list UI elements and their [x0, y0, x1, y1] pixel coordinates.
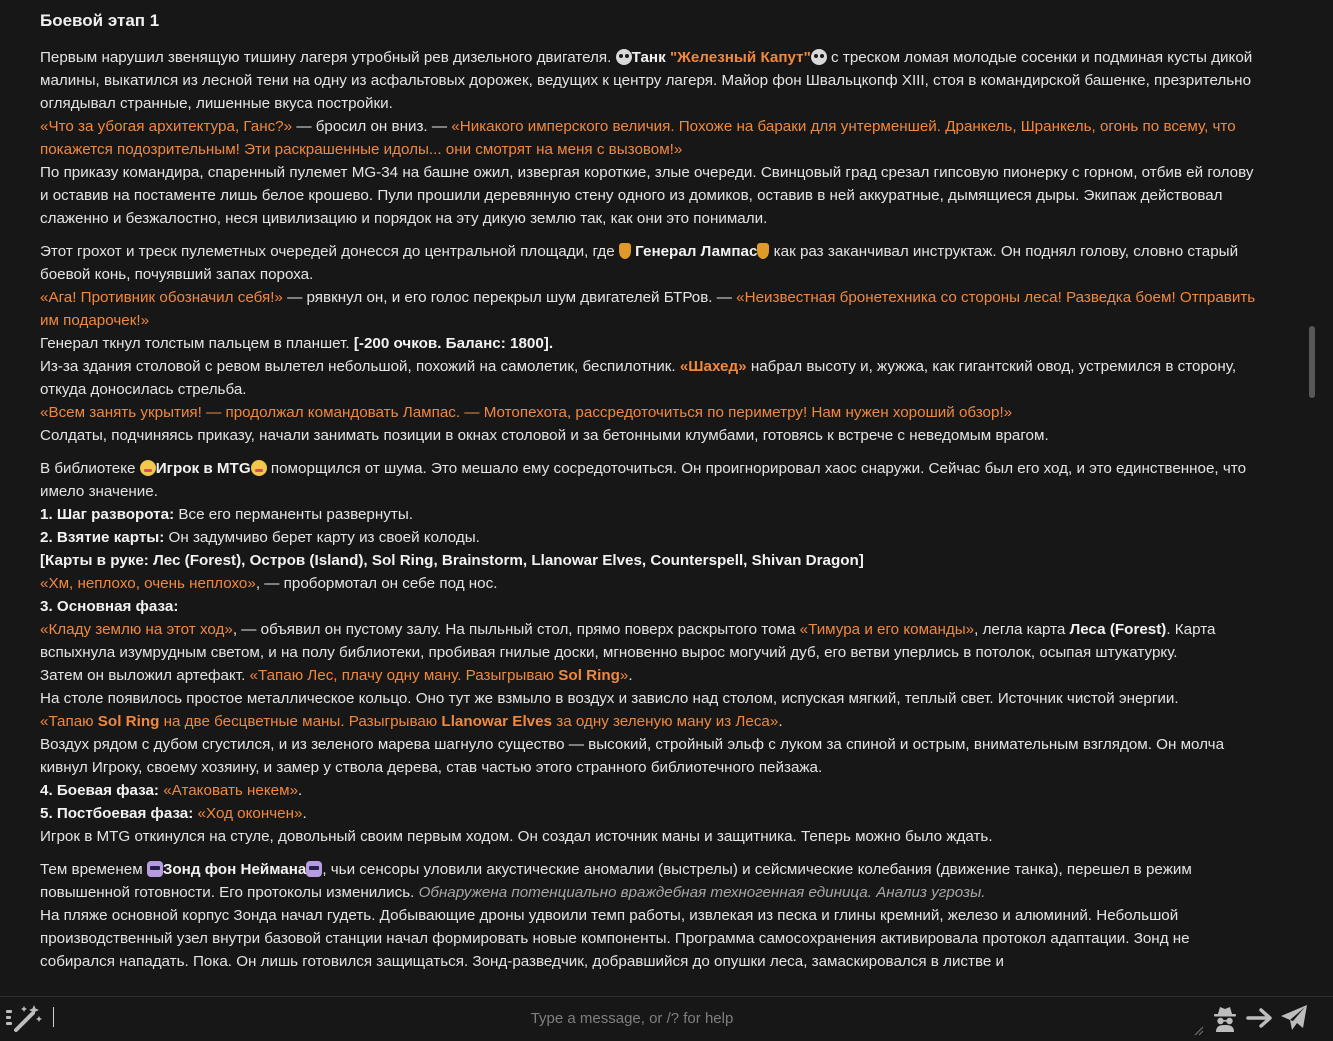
medal-icon	[757, 243, 769, 259]
text-cursor	[53, 1007, 54, 1027]
arrow-right-icon[interactable]	[1245, 1003, 1275, 1033]
medal-icon	[619, 243, 631, 259]
points-balance: [-200 очков. Баланс: 1800].	[353, 335, 554, 352]
skull-icon	[811, 49, 827, 65]
paragraph-tank: Первым нарушил звенящую тишину лагеря утробный рев дизельного двигателя. Танк "Железный Капут" с треском ломая молодые сосенки и подминая кусты дикой малины, выкатился из лесной тени на одну из асфальтовых дорожек, ведущих к центру лагеря. Майор фон Швальцкопф XIII, стоя в командирской башенке, презрительно оглядывал странные, лишенные вкуса постройки. «Что за убогая архитектура, Ганс?» — бросил он вниз. — «Никакого имперского величия. Похоже на бараки для унтерменшей. Дранкель, Шранкель, огонь по всему, что покажется подозрительным! Эти раскрашенные идолы... они смотрят на меня с вызовом!» По приказу командира, спаренный пулемет MG-34 на башне ожил, извергая короткие, злые очереди. Свинцовый град срезал гипсовую пионерку с горном, отбив ей голову и оставив на постаменте лишь белое крошево. Пули прошили деревянную стену одного из домиков, оставив в ней аккуратные, дымящиеся дыры. Экипаж действовал слаженно и безжалостно, неся цивилизацию и порядок на эту дикую землю так, как они это понимали.	[40, 49, 1254, 227]
player-name: Игрок в MTG	[155, 460, 251, 477]
message-content	[40, 8, 1265, 983]
grinning-face-icon	[140, 460, 156, 476]
paragraph-general: Этот грохот и треск пулеметных очередей донесся до центральной площади, где Генерал Лампас как раз заканчивал инструктаж. Он поднял голову, словно старый боевой конь, почуявший запах пороха. «Ага! Противник обозначил себя!» — рявкнул он, и его голос перекрыл шум двигателей БТРов. — «Неизвестная бронетехника со стороны леса! Разведка боем! Отправить им подарочек!» Генерал ткнул толстым пальцем в планшет. [-200 очков. Баланс: 1800]. Из-за здания столовой с ревом вылетел небольшой, похожий на самолетик, беспилотник. «Шахед» набрал высоту и, жужжа, как гигантский овод, устремился в сторону, откуда доносилась стрельба. «Всем занять укрытия! — продолжал командовать Лампас. — Мотопехота, рассредоточиться по периметру! Нам нужен хороший обзор!» Солдаты, подчиняясь приказу, начали занимать позиции в окнах столовой и за бетонными клумбами, готовясь к встрече с неведомым врагом.	[40, 243, 1256, 444]
magic-wand-icon[interactable]	[6, 1004, 42, 1032]
resize-handle-icon[interactable]	[1194, 1023, 1204, 1033]
stage-title: Боевой этап 1	[40, 11, 160, 30]
hand-cards: [Карты в руке: Лес (Forest), Остров (Island), Sol Ring, Brainstorm, Llanowar Elves, Counterspell, Shivan Dragon]	[40, 552, 864, 569]
probe-name: Зонд фон Неймана	[162, 861, 307, 878]
paper-plane-icon[interactable]	[1279, 1003, 1309, 1033]
paragraph-probe: Тем временем Зонд фон Неймана , чьи сенсоры уловили акустические аномалии (выстрелы) и сейсмические колебания (движение танка), перешел в режим повышенной готовности. Его протоколы изменились. Обнаружена потенциально враждебная техногенная единица. Анализ угрозы. На пляже основной корпус Зонда начал гудеть. Добывающие дроны удвоили темп работы, извлекая из песка и глины кремний, железо и алюминий. Небольшой производственный узел внутри базовой станции начал формировать новые компоненты. Программа самосохранения активировала протокол адаптации. Зонд не собирался нападать. Пока. Он лишь готовился защищаться. Зонд-разведчик, добравшийся до опушки леса, замаскировался в листве и	[40, 861, 1192, 970]
tank-name: "Железный Капут"	[669, 49, 811, 66]
message-input[interactable]	[60, 1001, 1204, 1035]
paragraph-mtg: В библиотеке Игрок в MTG поморщился от шума. Это мешало ему сосредоточиться. Он проигнорировал хаос снаружи. Сейчас был его ход, и это единственное, что имело значение. 1. Шаг разворота: Все его перманенты развернуты. 2. Взятие карты: Он задумчиво берет карту из своей колоды. [Карты в руке: Лес (Forest), Остров (Island), Sol Ring, Brainstorm, Llanowar Elves, Counterspell, Shivan Dragon] «Хм, неплохо, очень неплохо», — пробормотал он себе под нос. 3. Основная фаза: «Кладу землю на этот ход», — объявил он пустому залу. На пыльный стол, прямо поверх раскрытого тома «Тимура и его команды», легла карта Леса (Forest). Карта вспыхнула изумрудным светом, и на полу библиотеки, пробивая гнилые доски, мгновенно вырос могучий дуб, его ветви уперлись в потолок, осыпая штукатурку. Затем он выложил артефакт. «Тапаю Лес, плачу одну ману. Разыгрываю Sol Ring». На столе появилось простое металлическое кольцо. Оно тут же взмыло в воздух и зависло над столом, испуская мягкий, теплый свет. Источник чистой энергии. «Тапаю Sol Ring на две бесцветные маны. Разыгрываю Llanowar Elves за одну зеленую ману из Леса». Воздух рядом с дубом сгустился, и из зеленого марева шагнуло существо — высокий, стройный эльф с луком за спиной и острым, внимательным взглядом. Он молча кивнул Игроку, своему хозяину, и замер у ствола дерева, став частью этого странного библиотечного пейзажа. 4. Боевая фаза: «Атаковать некем». 5. Постбоевая фаза: «Ход окончен». Игрок в MTG откинулся на стуле, довольный своим первым ходом. Он создал источник маны и защитника. Теперь можно было ждать.	[40, 460, 1247, 845]
robot-icon	[147, 861, 163, 877]
input-bar	[0, 996, 1333, 1038]
robot-icon	[306, 861, 322, 877]
skull-icon	[616, 49, 632, 65]
general-name: Генерал Лампас	[635, 243, 758, 260]
chat-scrollbar[interactable]	[1309, 326, 1315, 398]
incognito-icon[interactable]	[1210, 1003, 1240, 1033]
grinning-face-icon	[251, 460, 267, 476]
